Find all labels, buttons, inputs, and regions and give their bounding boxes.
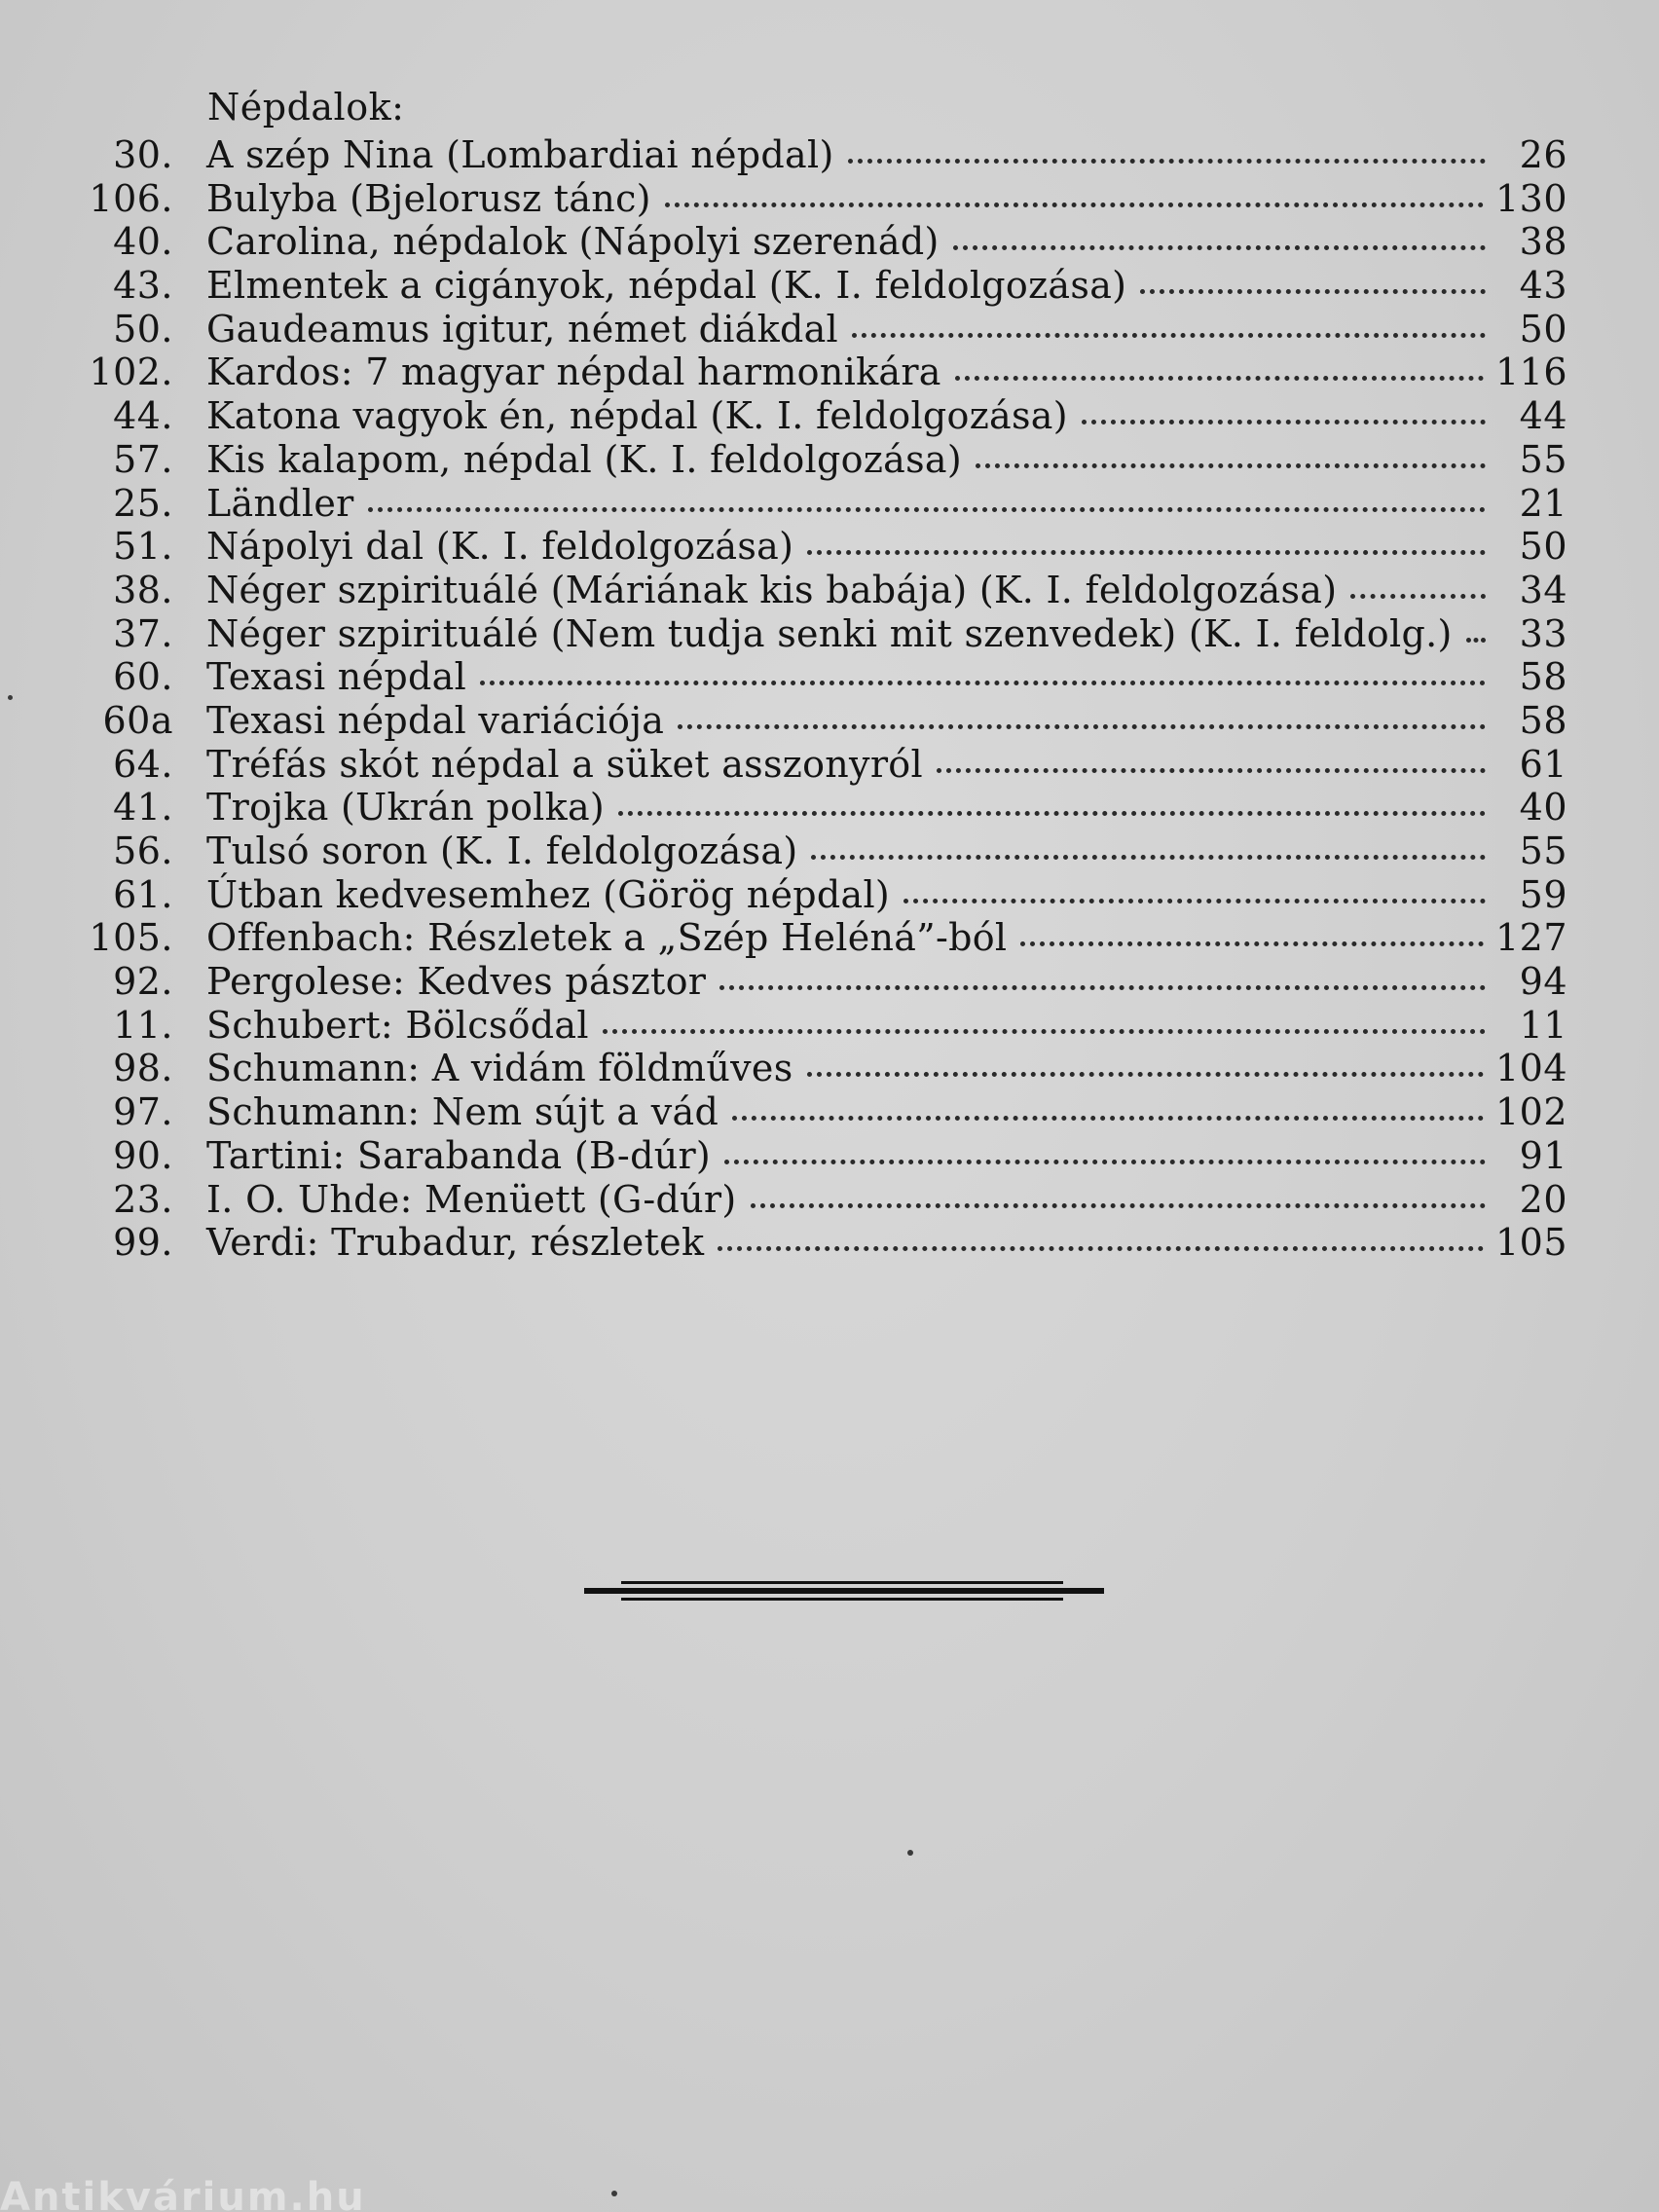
list-item [68,1134,1567,1178]
dot-leader [724,1160,1486,1164]
entry-number: 97. [113,1090,173,1134]
dot-leader [368,507,1486,512]
entry-number: 90. [113,1133,173,1177]
dot-leader [618,811,1486,816]
entry-page-number: 55 [1519,437,1567,481]
decorative-rule [584,1581,1104,1603]
entry-number: 23. [113,1177,173,1221]
entry-number: 38. [113,568,173,611]
dot-leader [719,985,1486,990]
entry-number: 99. [113,1221,173,1265]
entry-title: Bulyba (Bjelorusz tánc) [206,176,651,220]
entry-title: Elmentek a cigányok, népdal (K. I. feldolgozása) [206,264,1127,308]
entry-page-number: 105 [1494,1221,1567,1265]
paper-speck [8,695,13,700]
section-heading: Népdalok: [207,86,405,129]
entry-title: Tréfás skót népdal a süket asszonyról [206,742,923,786]
entry-number: 64. [113,742,173,786]
entry-page-number: 55 [1519,830,1567,872]
dot-leader [976,463,1486,468]
dot-leader [732,1116,1484,1121]
entry-page-number: 130 [1494,176,1567,220]
entry-page-number: 61 [1519,742,1567,786]
dot-leader [1350,594,1486,599]
entry-page-number: 58 [1519,655,1567,699]
entry-number: 41. [113,786,173,830]
list-item [68,350,1567,394]
entry-page-number: 58 [1519,698,1567,742]
list-item [68,438,1567,482]
list-item [68,612,1567,656]
list-item [68,264,1567,308]
entry-title: A szép Nina (Lombardiai népdal) [206,133,834,176]
entry-title: I. O. Uhde: Menüett (G-dúr) [206,1177,737,1221]
dot-leader [480,681,1486,685]
entry-title: Carolina, népdalok (Nápolyi szerenád) [206,220,940,264]
dot-leader [718,1246,1484,1251]
dot-leader [848,159,1486,164]
entry-page-number: 91 [1519,1133,1567,1177]
entry-title: Néger szpirituálé (Máriának kis babája) (K. I. feldolgozása) [206,568,1338,611]
entry-page-number: 50 [1519,525,1567,569]
list-item [68,873,1567,917]
entry-page-number: 104 [1494,1047,1567,1090]
dot-leader [903,899,1486,903]
entry-title: Verdi: Trubadur, részletek [206,1221,705,1265]
entry-title: Katona vagyok én, népdal (K. I. feldolgozása) [206,394,1068,438]
entry-title: Trojka (Ukrán polka) [206,786,606,830]
dot-leader [1082,420,1486,424]
entry-page-number: 40 [1519,786,1567,830]
entry-number: 60. [113,655,173,699]
entry-number: 102. [89,350,173,394]
entry-number: 57. [113,437,173,481]
entry-number: 43. [113,264,173,308]
list-item [68,482,1567,526]
entry-title: Útban kedvesemhez (Görög népdal) [206,872,891,916]
entry-number: 61. [113,872,173,916]
entry-number: 50. [113,307,173,350]
entry-number: 30. [113,133,173,176]
entry-title: Texasi népdal [206,655,467,699]
list-item [68,960,1567,1004]
dot-leader [678,724,1486,729]
entry-list [68,133,1567,1265]
entry-page-number: 50 [1519,307,1567,350]
entry-title: Kardos: 7 magyar népdal harmonikára [206,350,941,394]
entry-title: Tartini: Sarabanda (B-dúr) [206,1133,712,1177]
list-item [68,830,1567,873]
entry-title: Tulsó soron (K. I. feldolgozása) [206,830,798,872]
list-item [68,786,1567,830]
list-item [68,699,1567,743]
dot-leader [665,203,1484,207]
entry-number: 44. [113,394,173,438]
entry-title: Ländler [206,481,354,525]
entry-number: 25. [113,481,173,525]
dot-leader [811,855,1486,860]
list-item [68,220,1567,264]
list-item [68,569,1567,612]
entry-page-number: 20 [1519,1177,1567,1221]
list-item [68,743,1567,787]
entry-number: 37. [113,611,173,655]
list-item [68,1178,1567,1222]
entry-page-number: 34 [1519,568,1567,611]
entry-number: 60a [102,698,173,742]
entry-page-number: 21 [1519,481,1567,525]
entry-title: Texasi népdal variációja [206,698,665,742]
entry-title: Pergolese: Kedves pásztor [206,960,707,1004]
dot-leader [937,768,1486,773]
dot-leader [751,1203,1486,1208]
entry-title: Schubert: Bölcsődal [206,1003,589,1047]
entry-number: 51. [113,525,173,569]
entry-number: 56. [113,830,173,872]
list-item [68,655,1567,699]
entry-page-number: 43 [1519,264,1567,308]
list-item [68,394,1567,438]
list-item [68,525,1567,569]
list-item [68,1004,1567,1048]
dot-leader [807,550,1486,555]
entry-page-number: 33 [1519,611,1567,655]
dot-leader [807,1072,1484,1077]
list-item [68,133,1567,177]
entry-page-number: 127 [1494,916,1567,960]
entry-page-number: 59 [1519,872,1567,916]
paper-speck [611,2191,617,2196]
list-item [68,1090,1567,1134]
entry-page-number: 11 [1519,1003,1567,1047]
entry-number: 98. [113,1047,173,1090]
dot-leader [1140,289,1486,294]
entry-title: Néger szpirituálé (Nem tudja senki mit szenvedek) (K. I. feldolg.) [206,611,1453,655]
entry-number: 40. [113,220,173,264]
dot-leader [1020,941,1484,946]
entry-title: Schumann: A vidám földműves [206,1047,793,1090]
entry-title: Gaudeamus igitur, német diákdal [206,307,838,350]
entry-page-number: 94 [1519,960,1567,1004]
entry-title: Nápolyi dal (K. I. feldolgozása) [206,525,794,569]
entry-title: Schumann: Nem sújt a vád [206,1090,719,1134]
dot-leader [955,376,1484,381]
list-item [68,308,1567,351]
entry-page-number: 26 [1519,133,1567,176]
entry-page-number: 116 [1494,350,1567,394]
entry-page-number: 102 [1494,1090,1567,1134]
entry-page-number: 44 [1519,394,1567,438]
entry-number: 11. [113,1003,173,1047]
watermark: Antikvárium.hu [0,2175,366,2212]
list-item [68,916,1567,960]
list-item [68,1047,1567,1090]
list-item [68,177,1567,221]
list-item [68,1221,1567,1265]
dot-leader [953,245,1486,250]
entry-title: Offenbach: Részletek a „Szép Heléná”-ból [206,916,1008,960]
entry-number: 106. [89,176,173,220]
entry-page-number: 38 [1519,220,1567,264]
entry-number: 92. [113,960,173,1004]
paper-speck [907,1850,913,1856]
dot-leader [852,333,1486,338]
dot-leader [1466,638,1486,643]
dot-leader [603,1029,1486,1034]
entry-number: 105. [89,916,173,960]
entry-title: Kis kalapom, népdal (K. I. feldolgozása) [206,437,962,481]
